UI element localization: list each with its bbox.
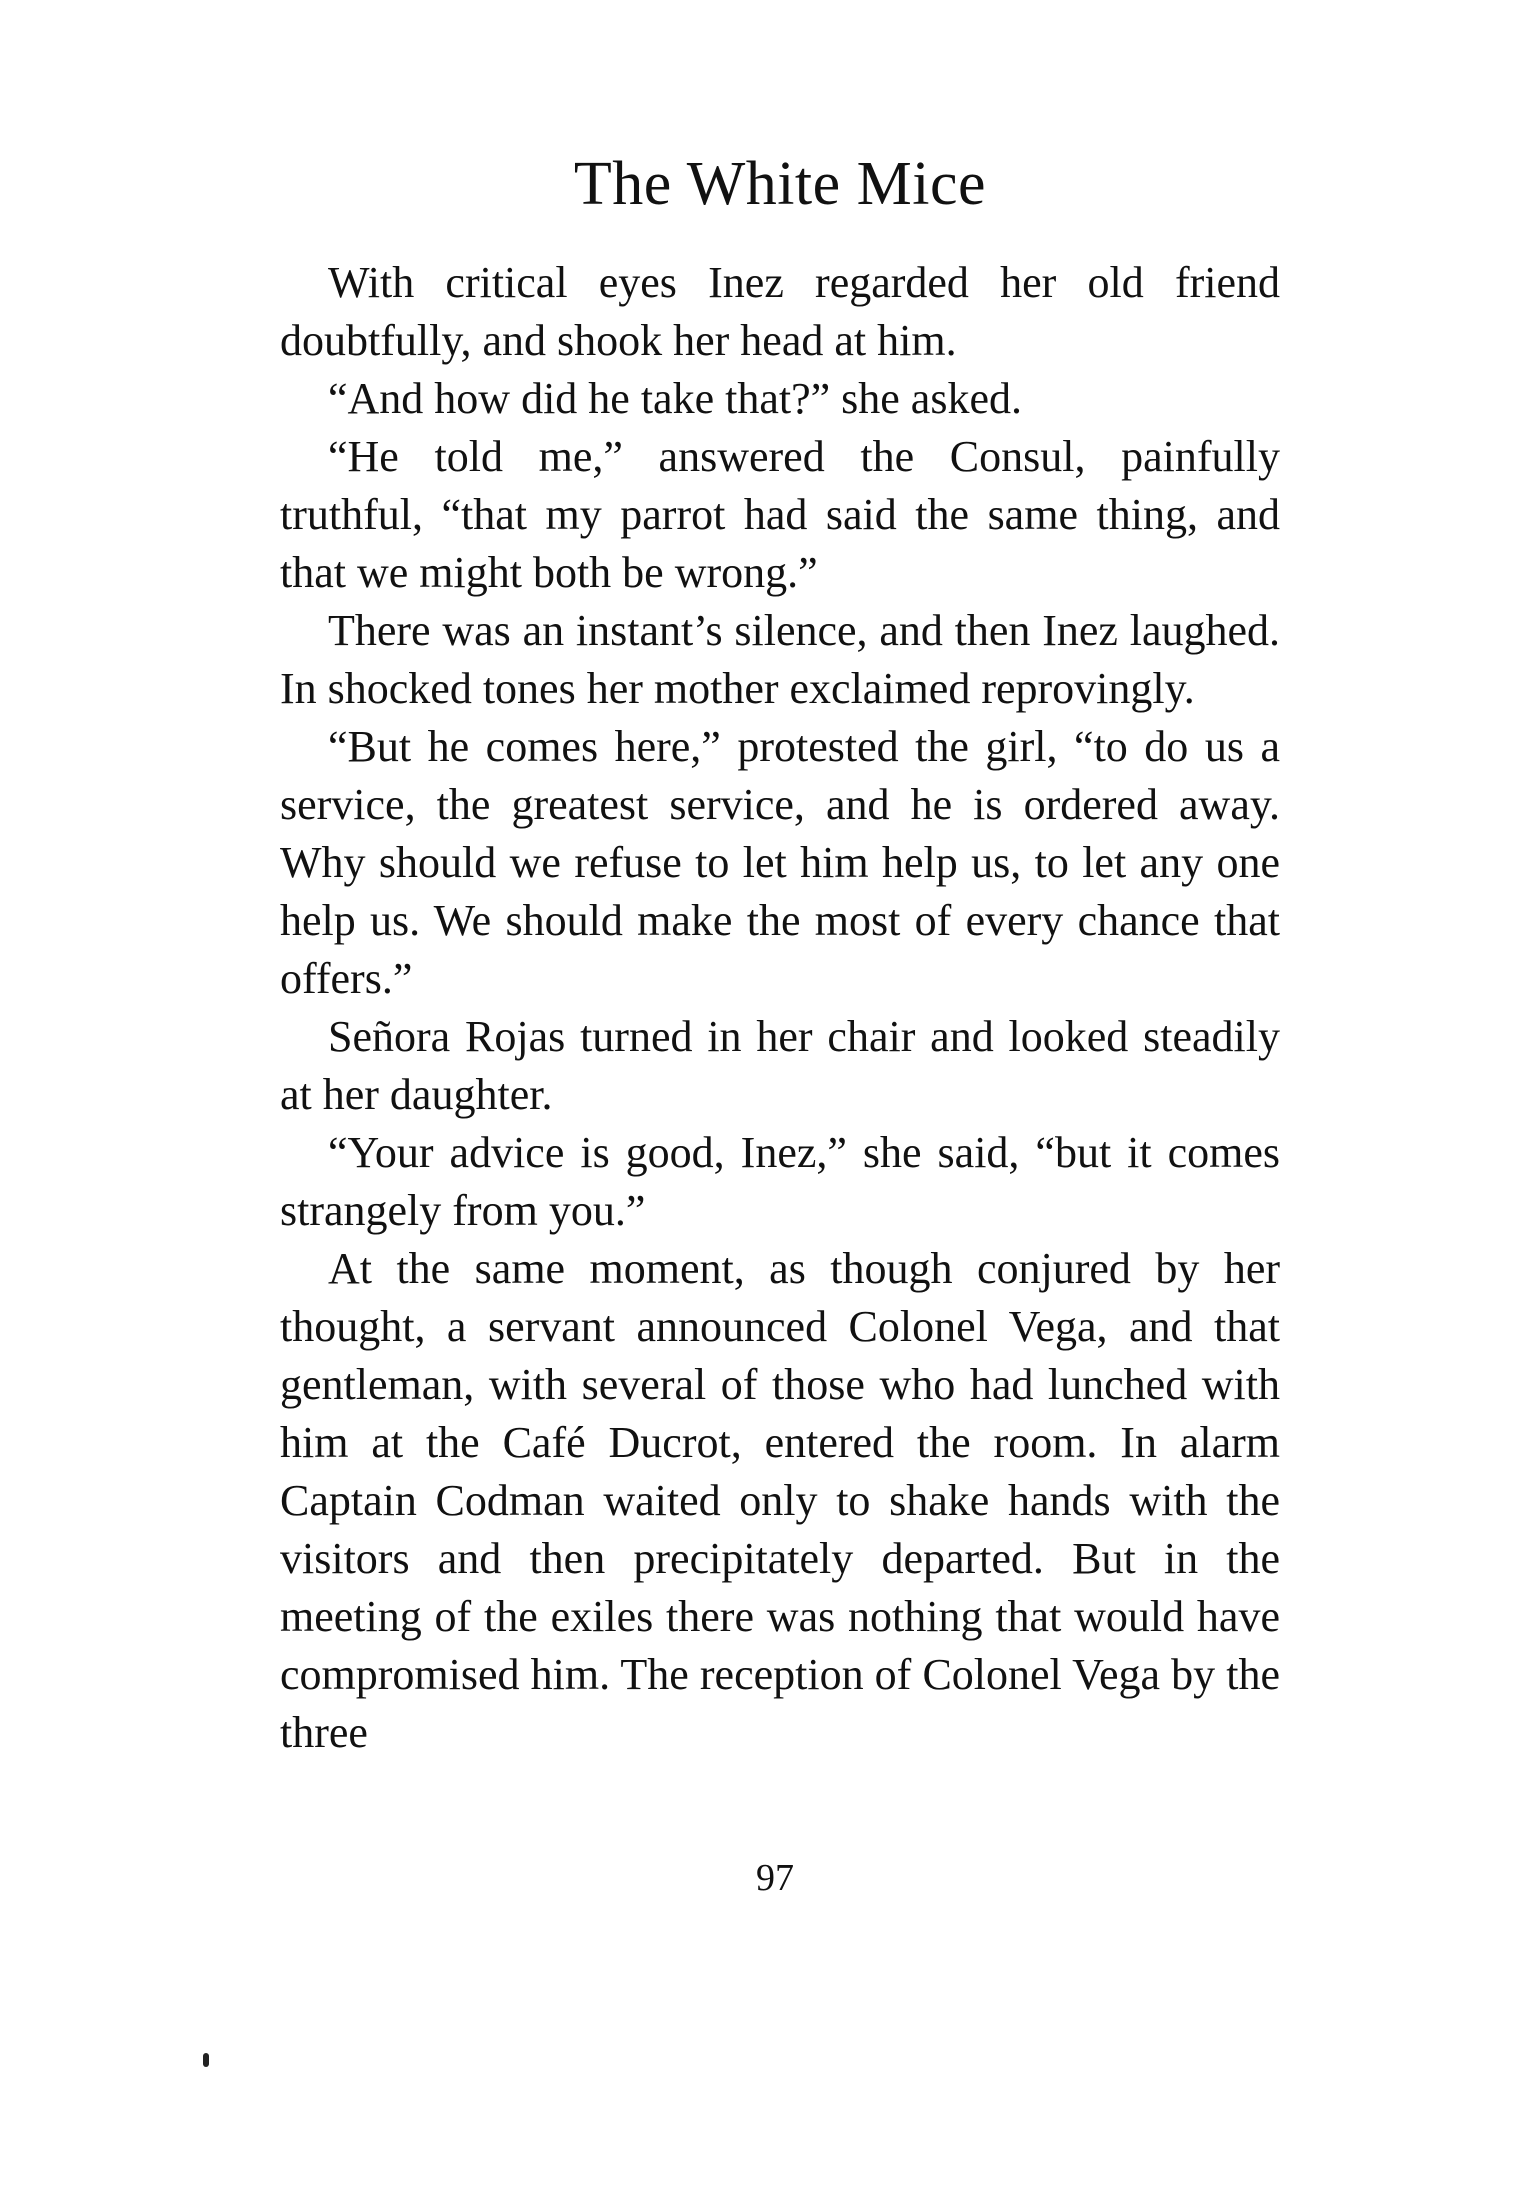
paragraph: “But he comes here,” protested the girl, “to do us a service, the greatest service, and he is ordered away. Why should we refuse to let him help us, to let any one help us. We should make the most of every chance that offers.” — [280, 722, 1280, 1003]
running-head: The White Mice — [573, 150, 987, 218]
page-number: 97 — [756, 1857, 794, 1899]
paragraph: “He told me,” answered the Consul, painfully truthful, “that my parrot had said the same thing, and that we might both be wrong.” — [280, 432, 1280, 597]
body-text — [280, 254, 1280, 1762]
paragraph: Señora Rojas turned in her chair and looked steadily at her daughter. — [280, 1012, 1280, 1119]
paragraph: “And how did he take that?” she asked. — [328, 374, 1022, 423]
paragraph: “Your advice is good, Inez,” she said, “but it comes strangely from you.” — [280, 1128, 1280, 1235]
paragraph: With critical eyes Inez regarded her old friend doubtfully, and shook her head at him. — [280, 258, 1280, 365]
ink-speck — [203, 2053, 209, 2067]
paragraph: There was an instant’s silence, and then Inez laughed. In shocked tones her mother exclaimed reprovingly. — [280, 606, 1280, 713]
paragraph: At the same moment, as though conjured by her thought, a servant announced Colonel Vega, and that gentleman, with several of those who had lunched with him at the Café Ducrot, entered the room. In alarm Captain Codman waited only to shake hands with the visitors and then precipitately departed. But in the meeting of the exiles there was nothing that would have compromised him. The reception of Colonel Vega by the three — [280, 1244, 1280, 1757]
